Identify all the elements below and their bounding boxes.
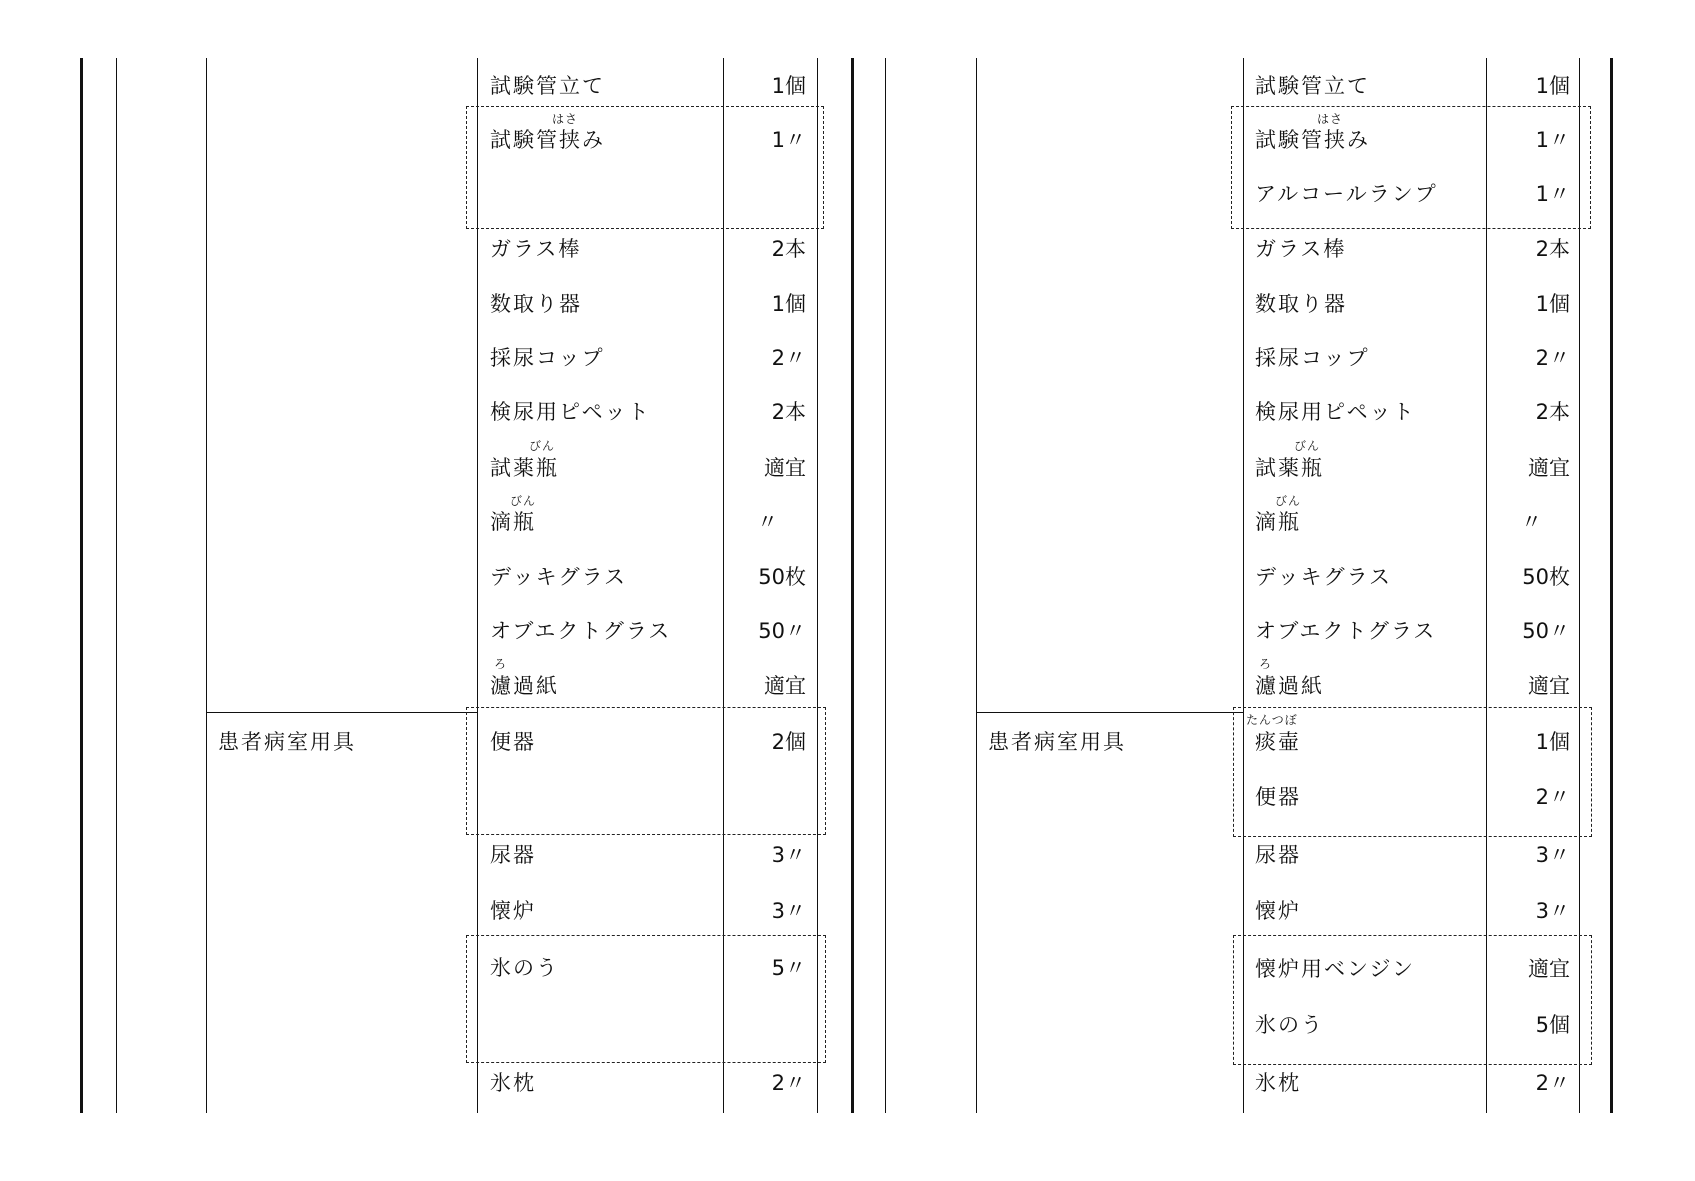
left-category-divider (206, 712, 477, 713)
right-item-name: 尿器 (1255, 843, 1301, 867)
right-table-rule (976, 58, 977, 1113)
right-item-qty: 〃 (1521, 510, 1542, 534)
right-item-name: デッキグラス (1255, 565, 1392, 589)
left-item-name: 採尿コップ (490, 346, 605, 370)
left-item-name: 試験管立て (490, 74, 605, 98)
left-item-name: 濾過紙 (490, 674, 559, 698)
left-item-qty: 5〃 (771, 956, 806, 980)
left-item-qty: 50枚 (758, 565, 806, 589)
right-item-qty: 適宜 (1528, 456, 1570, 480)
left-item-qty: 2〃 (771, 346, 806, 370)
left-item-name: ガラス棒 (490, 237, 582, 261)
right-item-qty: 1〃 (1535, 182, 1570, 206)
right-item-qty: 3〃 (1535, 843, 1570, 867)
left-item-name: デッキグラス (490, 565, 627, 589)
left-item-qty: 2本 (771, 400, 806, 424)
right-change-box (1233, 935, 1592, 1065)
left-item-qty: 適宜 (764, 674, 806, 698)
right-item-qty: 1個 (1535, 730, 1570, 754)
right-item-name: 懐炉用ベンジン (1255, 957, 1415, 981)
left-category-label: 患者病室用具 (218, 730, 356, 754)
right-item-qty: 1個 (1535, 74, 1570, 98)
left-item-ruby: ろ (494, 657, 508, 671)
left-item-qty: 3〃 (771, 899, 806, 923)
left-item-qty: 50〃 (758, 619, 806, 643)
right-item-name: オブエクトグラス (1255, 619, 1437, 643)
right-change-box (1231, 106, 1591, 229)
right-item-ruby: たんつぼ (1246, 713, 1298, 727)
left-item-name: 懐炉 (490, 899, 536, 923)
left-table-rule (206, 58, 207, 1113)
right-table-outer-border (851, 58, 854, 1113)
right-item-qty: 2〃 (1535, 346, 1570, 370)
right-item-qty: 50〃 (1522, 619, 1570, 643)
right-item-name: 氷枕 (1255, 1071, 1301, 1095)
left-item-ruby: びん (529, 439, 556, 453)
right-table-outer-border (1610, 58, 1613, 1113)
left-table-outer-border (80, 58, 83, 1113)
left-item-qty: 2〃 (771, 1071, 806, 1095)
right-item-name: 滴瓶 (1255, 510, 1301, 534)
right-item-ruby: はさ (1317, 112, 1344, 126)
right-item-name: 痰壷 (1255, 730, 1301, 754)
right-item-qty: 2本 (1535, 237, 1570, 261)
left-item-qty: 3〃 (771, 843, 806, 867)
right-category-label: 患者病室用具 (988, 730, 1126, 754)
left-item-name: 数取り器 (490, 292, 582, 316)
right-item-qty: 2〃 (1535, 1071, 1570, 1095)
left-item-name: 便器 (490, 730, 536, 754)
right-item-name: ガラス棒 (1255, 237, 1347, 261)
left-item-name: 氷枕 (490, 1071, 536, 1095)
right-item-name: 試薬瓶 (1255, 456, 1324, 480)
right-item-name: アルコールランプ (1255, 182, 1438, 206)
right-category-divider (976, 712, 1243, 713)
left-item-qty: 2本 (771, 237, 806, 261)
left-item-qty: 1〃 (771, 128, 806, 152)
left-item-qty: 〃 (757, 510, 778, 534)
right-item-ruby: ろ (1259, 657, 1273, 671)
right-item-qty: 5個 (1535, 1013, 1570, 1037)
right-item-qty: 1〃 (1535, 128, 1570, 152)
right-item-name: 試験管立て (1255, 74, 1370, 98)
right-item-qty: 2〃 (1535, 785, 1570, 809)
right-item-qty: 3〃 (1535, 899, 1570, 923)
left-change-box (466, 707, 826, 835)
left-item-qty: 適宜 (764, 456, 806, 480)
right-item-ruby: びん (1294, 439, 1321, 453)
left-item-name: 試験管挟み (490, 128, 605, 152)
left-item-name: 尿器 (490, 843, 536, 867)
right-item-qty: 適宜 (1528, 957, 1570, 981)
left-item-qty: 1個 (771, 74, 806, 98)
left-change-box (466, 106, 824, 229)
right-item-name: 試験管挟み (1255, 128, 1370, 152)
right-item-ruby: びん (1275, 494, 1302, 508)
right-item-qty: 50枚 (1522, 565, 1570, 589)
right-item-qty: 適宜 (1528, 674, 1570, 698)
left-item-name: 滴瓶 (490, 510, 536, 534)
left-table-rule (116, 58, 117, 1113)
right-item-name: 採尿コップ (1255, 346, 1370, 370)
left-item-qty: 2個 (771, 730, 806, 754)
left-item-name: 試薬瓶 (490, 456, 559, 480)
right-item-name: 懐炉 (1255, 899, 1301, 923)
right-item-name: 氷のう (1255, 1013, 1324, 1037)
left-item-name: オブエクトグラス (490, 619, 672, 643)
left-item-qty: 1個 (771, 292, 806, 316)
left-item-name: 検尿用ピペット (490, 400, 651, 424)
right-item-qty: 2本 (1535, 400, 1570, 424)
right-item-name: 検尿用ピペット (1255, 400, 1416, 424)
right-item-name: 濾過紙 (1255, 674, 1324, 698)
left-item-ruby: びん (510, 494, 537, 508)
right-item-qty: 1個 (1535, 292, 1570, 316)
right-item-name: 数取り器 (1255, 292, 1347, 316)
right-item-name: 便器 (1255, 785, 1301, 809)
right-table-rule (885, 58, 886, 1113)
left-item-ruby: はさ (552, 112, 579, 126)
left-item-name: 氷のう (490, 956, 559, 980)
